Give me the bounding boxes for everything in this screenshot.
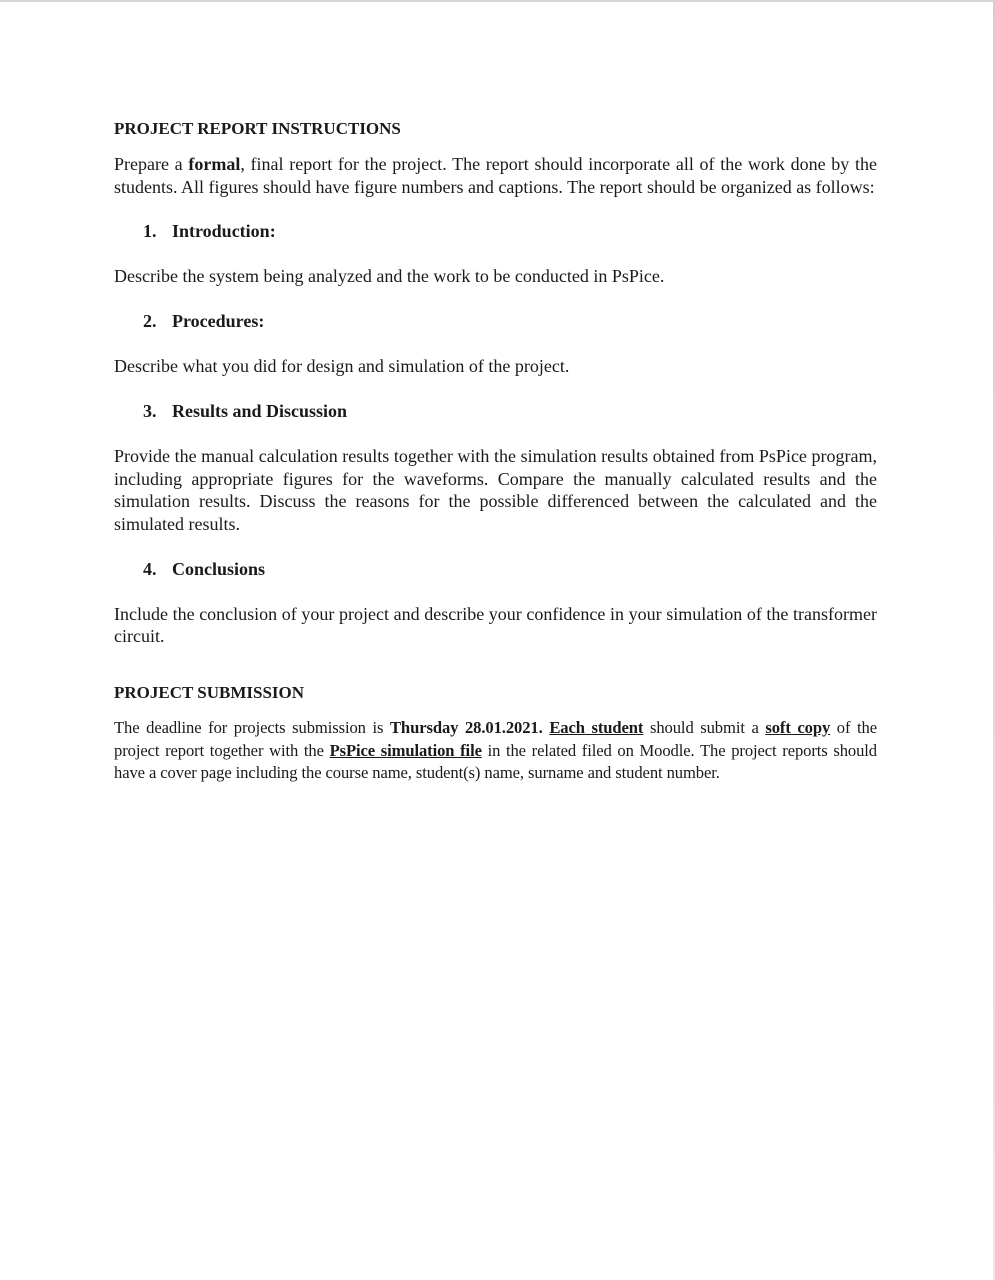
document-body <box>114 118 877 785</box>
section-body-introduction: Describe the system being analyzed and the work to be conducted in PsPice. <box>114 266 665 287</box>
submission-title: PROJECT SUBMISSION <box>114 683 305 703</box>
section-body-conclusions: Include the conclusion of your project and describe your confidence in your simulation of the transformer circuit. <box>114 603 877 647</box>
section-body-procedures: Describe what you did for design and simulation of the project. <box>114 356 570 377</box>
section-heading-results: 3. Results and Discussion <box>143 400 348 421</box>
section-body-results: Provide the manual calculation results together with the simulation results obtained from PsPice program, including appropriate figures for the waveforms. Compare the manually calculated results and the simulation results. Discuss the reasons for the possible differenced between the calculated and the simulated results. <box>114 445 877 534</box>
section-heading-conclusions: 4. Conclusions <box>143 558 266 579</box>
each-student-emphasis: Each student <box>549 718 644 738</box>
page-top-edge <box>0 0 995 2</box>
section-heading-introduction: 1. Introduction: <box>143 221 276 242</box>
instructions-intro: Prepare a formal, final report for the project. The report should incorporate all of the work done by the students. All figures should have figure numbers and captions. The report should be organized as follows: <box>114 154 877 197</box>
simulation-file-emphasis: PsPice simulation file <box>329 740 482 760</box>
section-heading-procedures: 2. Procedures: <box>143 311 265 332</box>
soft-copy-emphasis: soft copy <box>765 718 831 738</box>
instructions-title: PROJECT REPORT INSTRUCTIONS <box>114 119 401 138</box>
submission-paragraph: The deadline for projects submission is Thursday 28.01.2021. Each student should submit a soft copy of the project report together with the PsPice simulation file in the related filed on Moodle. The project reports should have a cover page including the course name, student(s) name, surname and student number. <box>114 718 878 783</box>
deadline-date: Thursday 28.01.2021. <box>389 718 543 738</box>
formal-emphasis: formal <box>188 154 241 174</box>
